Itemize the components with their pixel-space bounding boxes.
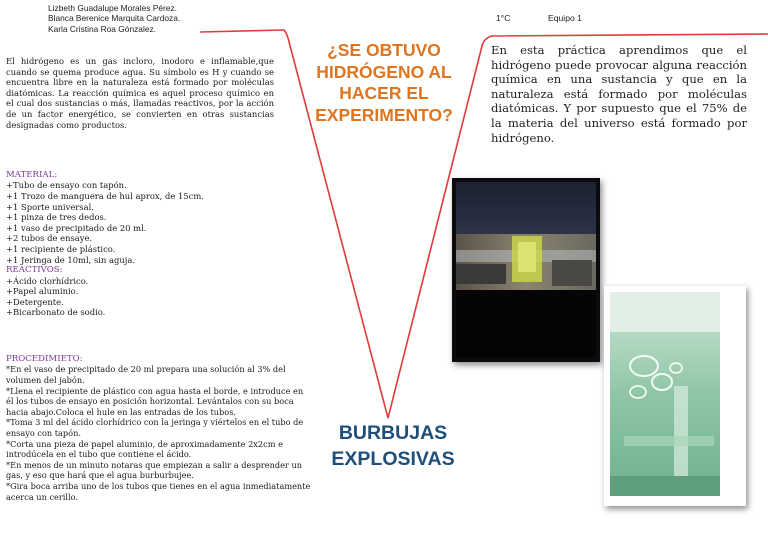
list-item: +2 tubos de ensaye.	[6, 233, 93, 244]
author-name: Lizbeth Guadalupe Morales Pérez.	[48, 3, 177, 13]
question-heading: ¿SE OBTUVO HIDRÓGENO AL HACER EL EXPERIMENTO?	[315, 40, 453, 125]
list-item: +Bicarbonato de sodio.	[6, 307, 106, 318]
list-item: +Tubo de ensayo con tapón.	[6, 180, 127, 191]
procedure-title: PROCEDIMIETO:	[6, 354, 83, 364]
conclusion-paragraph: En esta práctica aprendimos que el hidrógeno puede provocar alguna reacción química en una sustancia y que en la naturaleza está formado por moléculas diatómicas. Y por supuesto que el 75% de la materia del universo está formado por hidrógeno.	[491, 43, 747, 145]
intro-paragraph: El hidrógeno es un gas incloro, inodoro e inflamable,que cuando se quema produce agua. Su símbolo es H y cuando se encuentra libre en la naturaleza está formado por moléculas diatómicas. La reacción química es aquel proceso químico en el cual dos sustancias o más, llamadas reactivos, por la acción de un factor energético, se convierten en otras sustancias designadas como productos.	[6, 56, 274, 130]
procedure-section	[6, 354, 312, 502]
list-item: +1 vaso de precipitado de 20 ml.	[6, 222, 147, 233]
team-label: Equipo 1	[548, 13, 582, 23]
experiment-photo	[452, 178, 600, 362]
list-item: +Detergente.	[6, 296, 64, 307]
reagents-title: REACTIVOS:	[6, 265, 63, 276]
list-item: +1 pinza de tres dedos.	[6, 212, 107, 223]
list-item: +1 Trozo de manguera de hul aprox, de 15cm.	[6, 191, 204, 201]
bubbles-photo-image	[604, 286, 746, 506]
procedure-step: *Toma 3 ml del ácido clorhídrico con la jeringa y viértelos en el tubo de ensayo con tapón.	[6, 417, 304, 438]
author-name: Karla Cristina Roa Gónzalez.	[48, 23, 156, 34]
reagents-list	[6, 276, 276, 318]
list-item: +1 Jeringa de 10ml, sin aguja.	[6, 254, 136, 265]
author-name: Blanca Berenice Marquita Cardoza.	[48, 13, 181, 24]
experiment-photo-image	[452, 178, 600, 362]
procedure-step: *Gira boca arriba uno de los tubos que tienes en el agua inmediatamente acerca un cerillo.	[6, 480, 311, 502]
procedure-step: *Corta una pieza de papel aluminio, de aproximadamente 2x2cm e introdúcela en el tubo que contiene el ácido.	[6, 438, 283, 460]
list-item: +Papel aluminio.	[6, 286, 79, 297]
procedure-step: *En el vaso de precipitado de 20 ml prepara una solución al 3% del volumen del jabón.	[6, 364, 286, 385]
materials-section	[6, 170, 276, 318]
authors-block	[48, 3, 180, 34]
group-label: 1°C	[496, 13, 511, 23]
list-item: +Ácido clorhídrico.	[6, 275, 89, 286]
materials-title: MATERIAL:	[6, 170, 58, 180]
main-title: BURBUJAS EXPLOSIVAS	[331, 422, 455, 470]
procedure-step: *Llena el recipiente de plástico con agua hasta el borde, e introduce en él los tubos de ensayo en posición horizontal. Levántalos con su boca hacia abajo.Coloca el hule en las entradas de los tubos.	[6, 385, 304, 417]
procedure-step: *En menos de un minuto notaras que empiezan a salir a desprender un gas, y eso que hará que el agua burburbujee.	[6, 459, 302, 481]
bubbles-photo	[604, 286, 746, 506]
materials-list	[6, 180, 276, 265]
list-item: +1 Sporte universal.	[6, 201, 94, 212]
list-item: +1 recipiente de plástico.	[6, 243, 116, 254]
